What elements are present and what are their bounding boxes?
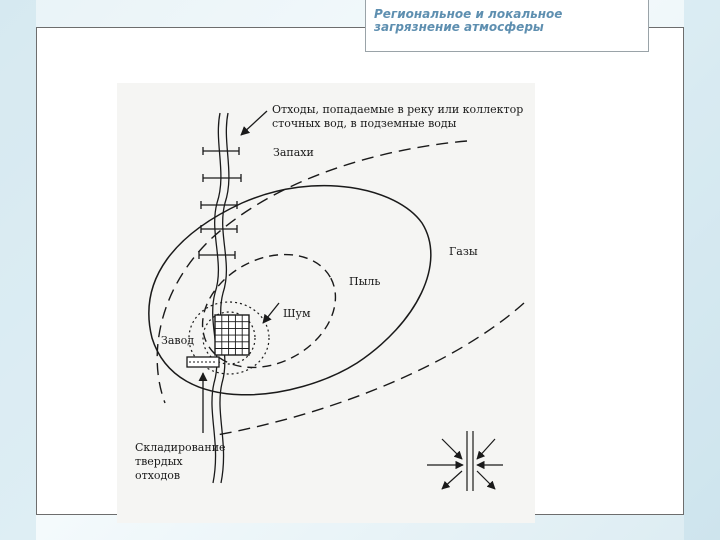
waste-water-arrow <box>241 111 267 135</box>
river-bank-left <box>212 113 221 483</box>
direction-symbol <box>427 431 503 491</box>
plant-building <box>215 315 249 355</box>
waste-water-label-cont: сточных вод, в подземные воды <box>272 117 457 130</box>
solid-waste-label-end: отходов <box>135 469 181 482</box>
solid-waste-label: Складирование <box>135 441 226 454</box>
gases-label: Газы <box>449 245 478 258</box>
background-decoration <box>684 0 720 540</box>
smells-label: Запахи <box>273 146 314 159</box>
scanned-figure <box>117 83 535 523</box>
slide-frame <box>36 27 684 515</box>
pollution-diagram <box>117 83 535 523</box>
slide-title-line1: Региональное и локальное <box>374 7 563 21</box>
plant-label: Завод <box>161 334 194 347</box>
dust-label: Пыль <box>349 275 381 288</box>
slide-title-line2: загрязнение атмосферы <box>374 20 544 34</box>
solid-waste-label-cont: твердых <box>135 455 183 468</box>
waste-water-label: Отходы, попадаемые в реку или коллектор <box>272 103 524 116</box>
background-decoration <box>0 0 36 540</box>
noise-arrow <box>263 303 279 323</box>
noise-label: Шум <box>283 307 311 320</box>
slide-title-box <box>365 0 649 52</box>
